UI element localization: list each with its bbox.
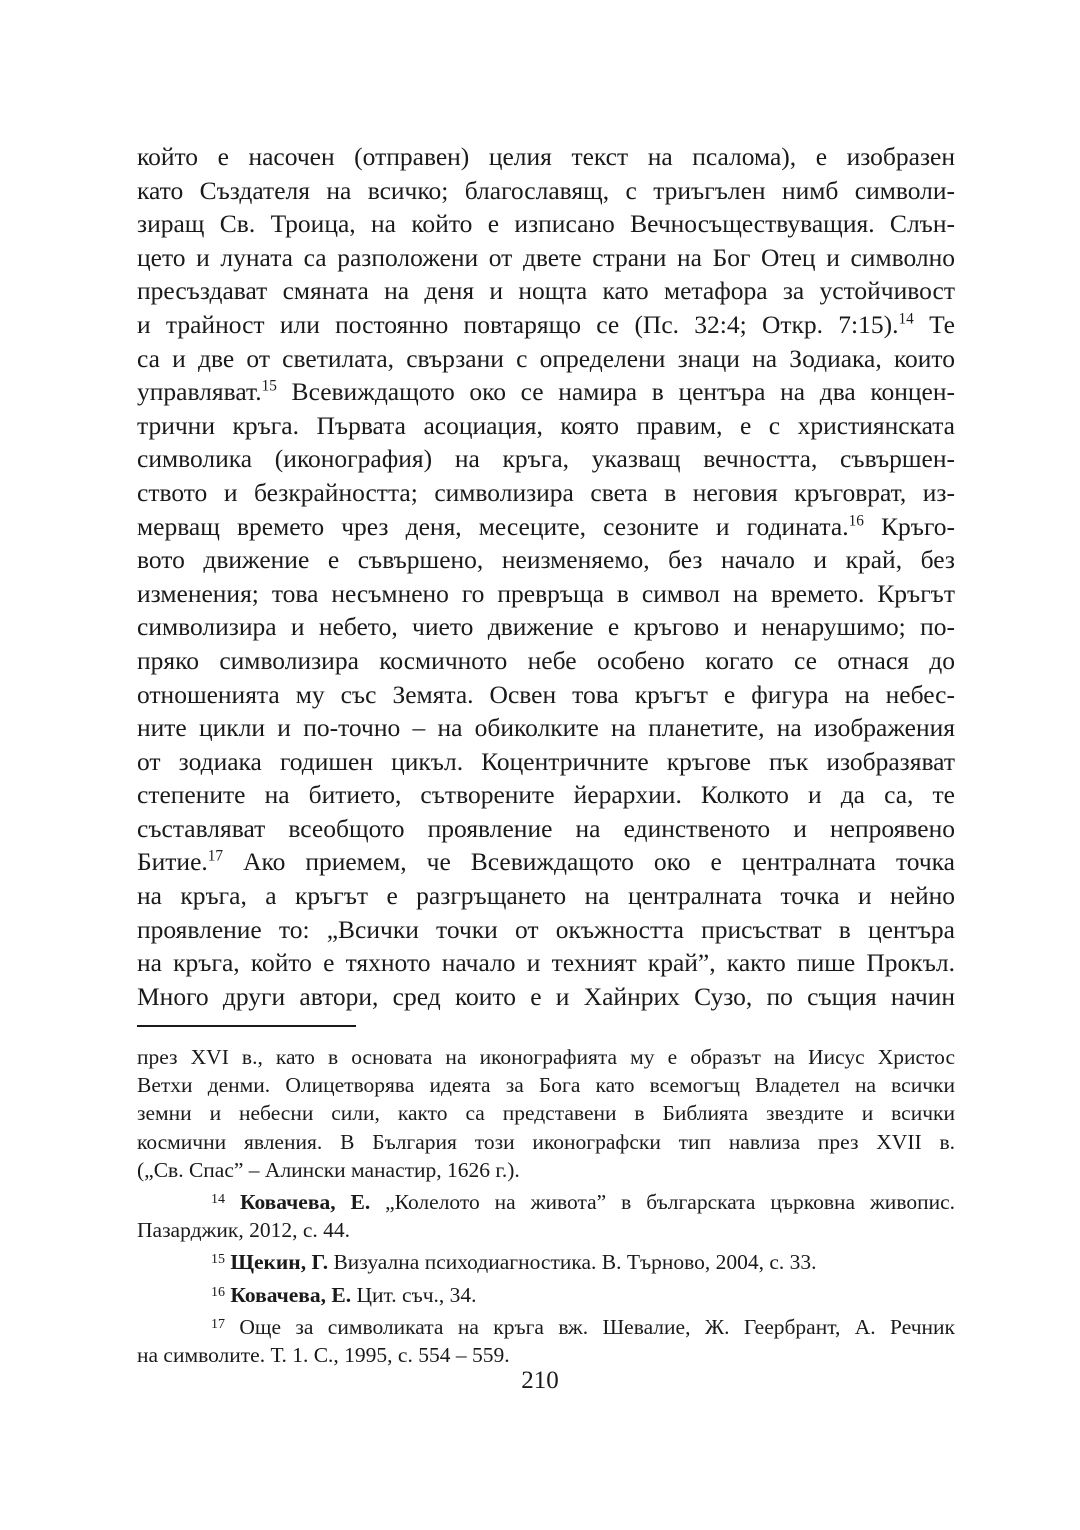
body-line: съставляват всеобщото проявление на единственото и непроявено [137, 813, 955, 843]
body-line: символика (иконография) на кръга, указващ вечността, съвършен- [137, 444, 955, 474]
body-line [137, 510, 955, 544]
body-text-run: Всевиждащото око се намира в центъра на два концен- [276, 377, 955, 407]
footnote-separator [137, 1025, 356, 1027]
body-line [137, 308, 955, 342]
body-line: който е насочен (отправен) целия текст на псалома), е изобразен [137, 142, 955, 171]
footnote-17-cont: на символите. Т. 1. С., 1995, с. 554 – 559. [137, 1342, 510, 1367]
footnote-14-cont: Пазарджик, 2012, с. 44. [137, 1218, 350, 1243]
body-line [137, 845, 955, 879]
footnote-16 [137, 1281, 955, 1309]
body-line: символизира и небето, чието движение е кръгово и ненарушимо; по- [137, 612, 955, 642]
body-line: отношенията му със Земята. Освен това кръгът е фигура на небес- [137, 679, 955, 709]
body-line: на кръга, който е тяхното начало и техният край”, както пише Прокъл. [137, 948, 955, 978]
body-line: вото движение е съвършено, неизменяемо, без начало и край, без [137, 545, 955, 575]
body-line: от зодиака годишен цикъл. Коцентричните кръгове пък изобразяват [137, 746, 955, 776]
body-text-run: мерващ времето чрез деня, месеците, сезоните и годината. [137, 511, 849, 541]
footnote-ref-17[interactable]: 17 [207, 847, 224, 865]
footnote-ref-15[interactable]: 15 [261, 377, 277, 395]
body-text-run: управляват. [137, 377, 262, 407]
footnote-continued-line: през XVI в., като в основата на иконографията му е образът на Иисус Христос [137, 1045, 955, 1069]
body-text-run: Ако приемем, че Всевиждащото око е централната точка [223, 847, 955, 877]
body-text [137, 140, 955, 1013]
body-line: трични кръга. Първата асоциация, която правим, е с християнската [137, 410, 955, 440]
body-line: на кръга, а кръгът е разгръщането на централната точка и нейно [137, 881, 955, 911]
footnote-text: Визуална психодиагностика. В. Търново, 2004, с. 33. [328, 1250, 817, 1275]
body-line: Много други автори, сред които е и Хайнрих Сузо, по същия начин [137, 981, 955, 1011]
footnote-continued-line: земни и небесни сили, както са представени в Библията звездите и всички [137, 1101, 955, 1126]
footnote-number: 16 [211, 1284, 225, 1300]
body-line: пресъздават смяната на деня и нощта като метафора за устойчивост [137, 276, 955, 306]
body-line: като Създателя на всичко; благославящ, с триъгълен нимб символи- [137, 175, 955, 205]
body-text-run: и трайност или постоянно повтарящо се (Пс. 32:4; Откр. 7:15). [137, 309, 899, 339]
body-line: проявление то: „Всички точки от окъжността присъстват в центъра [137, 914, 955, 944]
footnote-continued-line: Ветхи денми. Олицетворява идеята за Бога като всемогъщ Владетел на всички [137, 1073, 955, 1098]
body-text-run: Кръго- [863, 511, 956, 541]
footnote-14 [137, 1188, 955, 1216]
body-line: ните цикли и по-точно – на обиколките на планетите, на изображения [137, 713, 955, 743]
body-line: пряко символизира космичното небе особено когато се отнася до [137, 645, 955, 675]
body-line: зиращ Св. Троица, на който е изписано Вечносъществуващия. Слън- [137, 209, 955, 239]
footnote-continued-line: („Св. Спас” – Алински манастир, 1626 г.). [137, 1157, 520, 1182]
footnote-text: Цит. съч., 34. [351, 1282, 477, 1307]
footnote-continued-line: космични явления. В България този иконографски тип навлиза през XVII в. [137, 1129, 955, 1154]
footnote-author: Ковачева, Е. [230, 1282, 352, 1307]
footnote-number: 17 [211, 1316, 225, 1332]
footnote-17 [137, 1313, 955, 1341]
footnote-author: Щекин, Г. [230, 1250, 329, 1275]
body-text-run: Битие. [137, 847, 208, 877]
footnote-ref-16[interactable]: 16 [848, 512, 864, 530]
body-line: степените на битието, сътворените йерархии. Колкото и да са, те [137, 780, 955, 810]
body-line: са и две от светилата, свързани с определени знаци на Зодиака, които [137, 343, 955, 373]
footnote-number: 15 [211, 1252, 225, 1268]
footnote-text: Още за символиката на кръга вж. Шевалие, Ж. Геербрант, А. Речник [225, 1314, 955, 1339]
footnote-15 [137, 1248, 955, 1276]
body-line: изменения; това несъмнено го превръща в символ на времето. Кръгът [137, 578, 955, 608]
footnote-ref-14[interactable]: 14 [898, 310, 914, 328]
footnote-text: „Колелото на живота” в българската църковна живопис. [370, 1189, 956, 1214]
footnote-number: 14 [211, 1191, 225, 1207]
body-text-run: Те [913, 309, 955, 339]
page-number: 210 [521, 1367, 559, 1394]
footnote-author: Ковачева, Е. [239, 1189, 371, 1214]
footnotes [137, 1043, 955, 1369]
body-line: цето и луната са разположени от двете страни на Бог Отец и символно [137, 242, 955, 272]
body-line: ството и безкрайността; символизира света в неговия кръговрат, из- [137, 477, 955, 507]
body-line [137, 375, 955, 409]
